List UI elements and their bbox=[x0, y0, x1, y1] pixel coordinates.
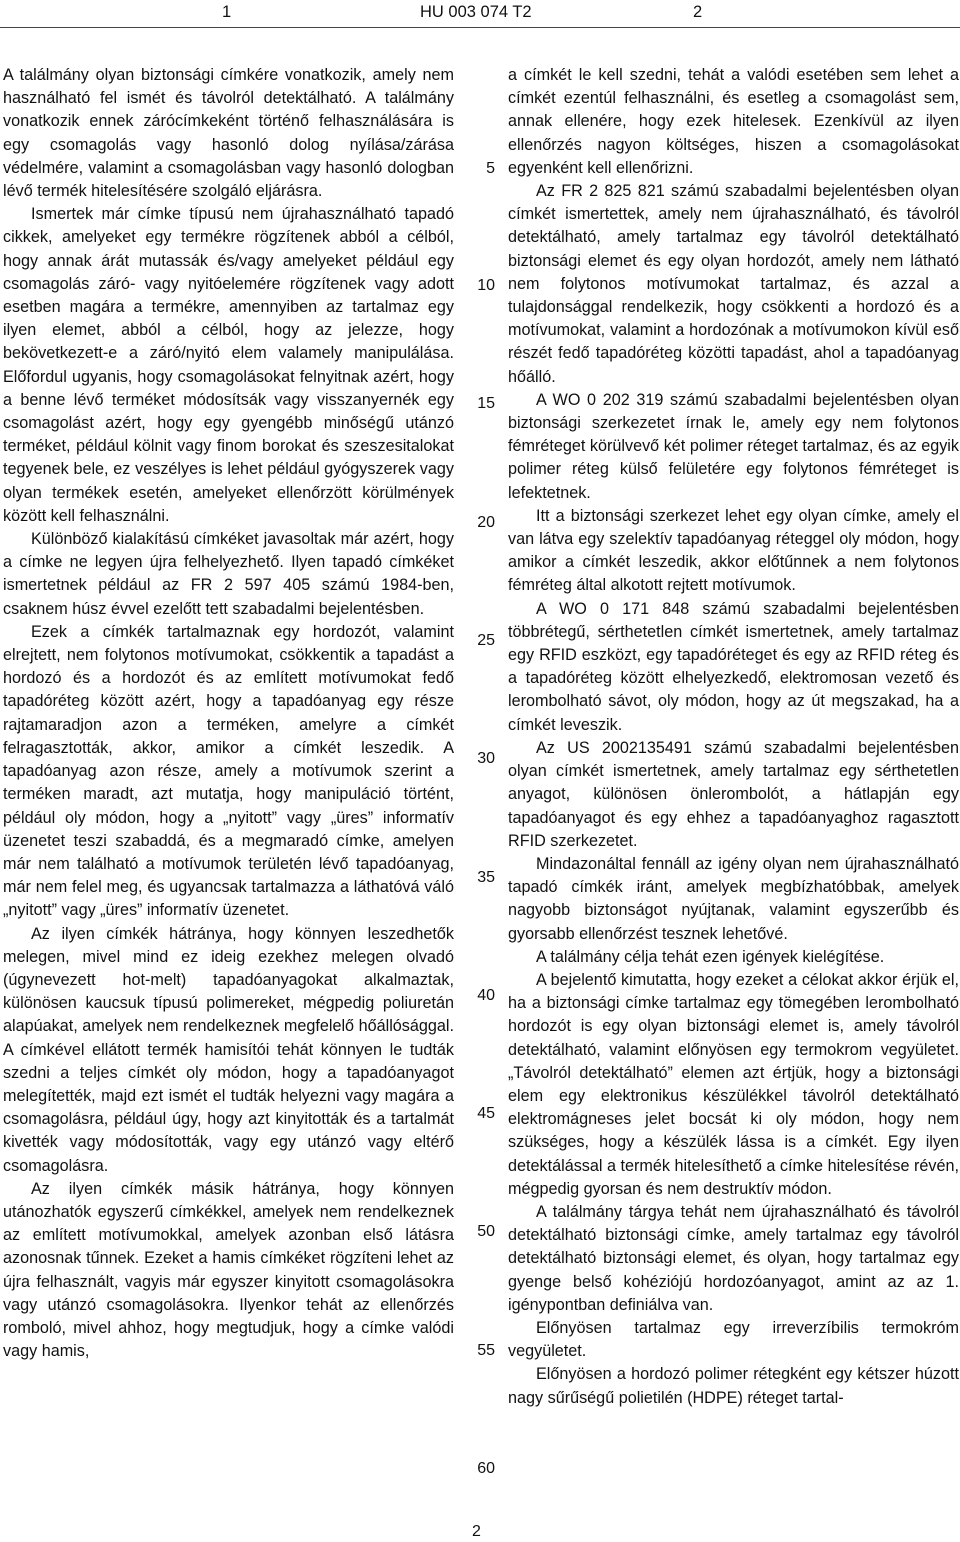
line-number-15: 15 bbox=[477, 395, 495, 412]
page-footer-number: 2 bbox=[472, 1523, 481, 1540]
right-paragraph-1: a címkét le kell szedni, tehát a valódi esetében sem lehet a címkét ezentúl felhasználni, és esetleg a csomagolást sem, annak ellenére, hogy ezek hitelesek. Ezenkívül az ilyen ellenőrzés nagyon költséges, hiszen a csomagolásokat egyenként kell ellenőrizni. bbox=[508, 66, 959, 177]
header-page-right: 2 bbox=[693, 3, 703, 21]
line-number-30: 30 bbox=[477, 750, 495, 767]
right-paragraph-4: Itt a biztonsági szerkezet lehet egy olyan címke, amely el van látva egy szelektív tapadóanyag réteggel oly módon, hogy amikor a címkét leszedik, akkor előtűnnek a nem folytonos fémréteg által alkotott rejtett motívumok. bbox=[508, 506, 959, 595]
line-number-20: 20 bbox=[477, 514, 495, 531]
line-number-40: 40 bbox=[477, 987, 495, 1004]
left-paragraph-2: Ismertek már címke típusú nem újrahasználható tapadó cikkek, amelyeket egy termékre rögzítenek abból a célból, hogy annak árát mutassák és/vagy amelyeket például egy csomagolás záró- vagy nyitóelemére rögzítenek vagy adott esetben magára a termékre, amennyiben az tartalmaz egy ilyen elemet, abból a célból, hogy az jelezze, hogy bekövetkezett-e a záró/nyitó elem valamely manipulálása. Előfordul ugyanis, hogy csomagolásokat felnyitnak azért, hogy a benne lévő terméket módosítsák vagy visszanyernék egy csomagolást azért, hogy egy gyengébb minőségű utánzó terméket, például kölnit vagy finom borokat és szeszesitalokat tegyenek bele, ez veszélyes is lehet például gyógyszerek vagy olyan termékek esetén, amelyeket ellenőrzött körülmények között kell felhasználni. bbox=[3, 205, 454, 525]
line-number-5: 5 bbox=[486, 160, 495, 177]
line-number-50: 50 bbox=[477, 1223, 495, 1240]
right-paragraph-7: Mindazonáltal fennáll az igény olyan nem újrahasználható tapadó címkék iránt, amelyek megbízhatóbbak, amelyek nagyobb biztonságot nyújtanak, valamint egyszerűbb és gyorsabb ellenőrzést tesznek lehetővé. bbox=[508, 854, 959, 943]
header-doc-number: HU 003 074 T2 bbox=[420, 3, 532, 21]
right-paragraph-6: Az US 2002135491 számú szabadalmi bejelentésben olyan címkét ismertetnek, amely tartalmaz egy sérthetetlen anyagot, különösen önlerombolót, a hátlapján egy tapadóanyagot és egy ehhez a tapadóanyaghoz ragasztott RFID szerkezetet. bbox=[508, 738, 959, 850]
left-paragraph-5: Az ilyen címkék hátránya, hogy könnyen leszedhetők melegen, mivel mind ez ideig ezekhez melegen olvadó (úgynevezett hot-melt) tapadóanyagokat alkalmaztak, különösen kaucsuk típusú polimereket, mégpedig poliuretán alapúakat, amelyek nem rendelkeznek megfelelő hőállósággal. A címkével ellátott termék hamisítói tehát könnyen le tudták szedni a teljes címkét oly módon, hogy a tapadóanyagot melegítették, majd ezt ismét el tudták helyezni vagy magára a csomagolásra, például úgy, hogy azt kinyitották és a tartalmát kivették vagy módosították, vagy egy utánzó vagy eltérő csomagolásra. bbox=[3, 924, 454, 1175]
right-paragraph-5: A WO 0 171 848 számú szabadalmi bejelentésben többrétegű, sérthetetlen címkét ismertetnek, amely tartalmaz egy RFID eszközt, egy tapadóréteget és egy az RFID réteg és a tapadóréteg között elhelyezkedő, elektromosan vezető és lerombolható sávot, oly módon, hogy az út megszakad, ha a címkét leveszik. bbox=[508, 599, 959, 734]
right-paragraph-10: A találmány tárgya tehát nem újrahasználható és távolról detektálható biztonsági címke, amely tartalmaz egy távolról detektálható biztonsági elemet, és olyan, hogy tartalmaz egy gyenge belső kohéziójú hordozóanyagot, amint az az 1. igénypontban definiálva van. bbox=[508, 1202, 959, 1314]
right-paragraph-11: Előnyösen tartalmaz egy irreverzíbilis termokróm vegyületet. bbox=[508, 1318, 959, 1361]
line-number-gutter bbox=[463, 0, 499, 1541]
left-paragraph-1: A találmány olyan biztonsági címkére vonatkozik, amely nem használható fel ismét és távolról detektálható. A találmány vonatkozik ennek zárócímkeként történő felhasználására is egy csomagolás vagy hasonló dolog nyílása/zárása védelmére, valamint a csomagolásban vagy hasonló dologban lévő termék hitelesítésére szolgáló eljárásra. bbox=[3, 66, 454, 201]
right-paragraph-9: A bejelentő kimutatta, hogy ezeket a célokat akkor érjük el, ha a biztonsági címke tartalmaz egy tömegében lerombolható hordozót is egy olyan biztonsági elemet is, amely távolról detektálható, valamint előnyösen egy termokrom vegyületet. „Távolról detektálható” elemen azt értjük, hogy a biztonsági elem egy elektronikus készülékkel távolról detektálható elektromágneses jelet bocsát ki oly módon, hogy nem szükséges, hogy a készülék lássa is a címkét. Egy ilyen detektálással a termék hitelesíthető a címke hitelesítése révén, mégpedig gyorsan és nem destruktív módon. bbox=[508, 970, 959, 1198]
line-number-55: 55 bbox=[477, 1342, 495, 1359]
left-paragraph-6: Az ilyen címkék másik hátránya, hogy könnyen utánozhatók egyszerű címkékkel, amelyek nem rendelkeznek az említett motívumokkal, amelyek azonban első látásra azonosnak tűnnek. Ezeket a hamis címkéket rögzíteni lehet az újra felhasznált, vagyis már egyszer kinyitott csomagolásokra vagy utánzó csomagolásokra. Ilyenkor tehát az ellenőrzés romboló, mivel ahhoz, hogy megtudjuk, hogy a címke valódi vagy hamis, bbox=[3, 1179, 454, 1361]
right-paragraph-12: Előnyösen a hordozó polimer rétegként egy kétszer húzott nagy sűrűségű polietilén (HDPE) réteget tartal- bbox=[508, 1365, 959, 1407]
line-number-60: 60 bbox=[477, 1460, 495, 1477]
right-paragraph-2: Az FR 2 825 821 számú szabadalmi bejelentésben olyan címkét ismertettek, amely nem újrahasználható, és távolról detektálható, amely tartalmaz egy távolról detektálható biztonsági elemet és egy olyan hordozót, amely nem látható nem folytonos motívumokat tartalmaz, és azzal a tulajdonsággal rendelkezik, hogy csökkenti a hordozó és a motívumokat, valamint a hordozónak a motívumokon kívül eső részét fedő tapadóréteg közötti tapadást, ahol a tapadóanyag hőálló. bbox=[508, 182, 959, 386]
line-number-45: 45 bbox=[477, 1105, 495, 1122]
left-paragraph-4: Ezek a címkék tartalmaznak egy hordozót, valamint elrejtett, nem folytonos motívumokat, csökkentik a tapadást a hordozó és a hordozót és az említett motívumokat fedő tapadóréteg között azért, hogy a tapadóanyag egy része rajtamaradjon azon a terméken, amelyre a címkét felragasztották, akkor, amikor a címkét leszedik. A tapadóanyag azon része, amely a motívumok szerint a terméken maradt, azt mutatja, hogy manipuláció történt, például oly módon, hogy a „nyitott” vagy „üres” informatív üzenetet teszi szabaddá, és a megmaradó címke, amelyen már nem található a motívumok területén lévő tapadóanyag, már nem felel meg, és ugyancsak tartalmazza a láthatóvá váló „nyitott” vagy „üres” informatív üzenetet. bbox=[3, 622, 454, 920]
line-number-10: 10 bbox=[477, 277, 495, 294]
right-paragraph-8: A találmány célja tehát ezen igények kielégítése. bbox=[536, 947, 885, 966]
right-column bbox=[508, 64, 959, 1410]
right-paragraph-3: A WO 0 202 319 számú szabadalmi bejelentésben olyan biztonsági szerkezetet írnak le, amely egy nem folytonos fémréteget körülvevő két polimer réteget tartalmaz, és az egyik polimer réteg külső felületére egy folytonos fémréteget is lefektetnek. bbox=[508, 390, 959, 502]
left-paragraph-3: Különböző kialakítású címkéket javasoltak már azért, hogy a címke ne legyen újra felhelyezhető. Ilyen tapadó címkéket ismertetnek például az FR 2 597 405 számú 1984-ben, csaknem húsz évvel ezelőtt tett szabadalmi bejelentésben. bbox=[3, 530, 454, 618]
line-number-25: 25 bbox=[477, 632, 495, 649]
left-column bbox=[3, 64, 454, 1363]
line-number-35: 35 bbox=[477, 869, 495, 886]
header-page-left: 1 bbox=[222, 3, 232, 21]
